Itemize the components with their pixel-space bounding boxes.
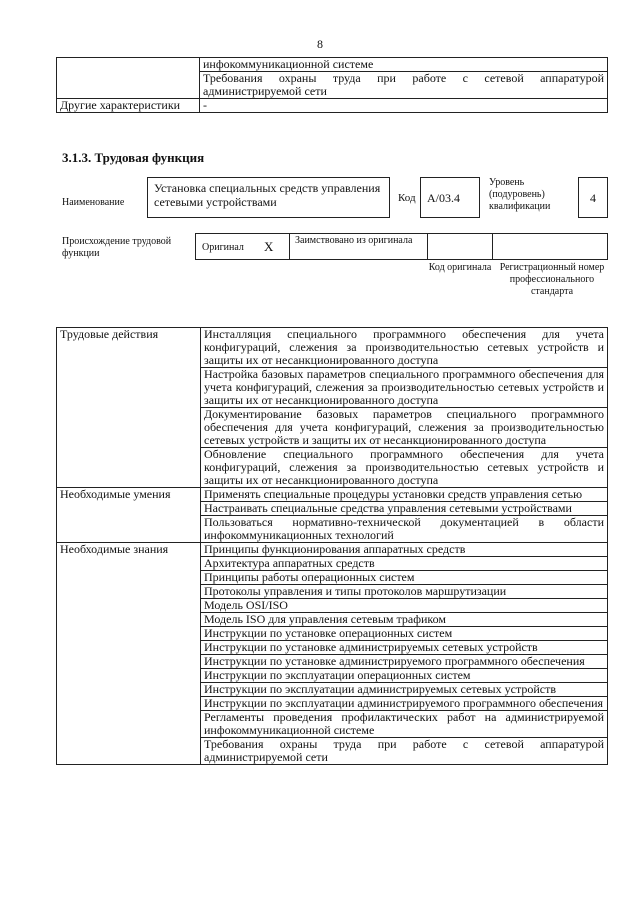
item-cell: Регламенты проведения профилактических работ на администрируемой инфокоммуникационной системе [201, 711, 608, 738]
item-cell: Протоколы управления и типы протоколов маршрутизации [201, 585, 608, 599]
page-number: 8 [317, 37, 323, 51]
level-value: 4 [578, 177, 608, 218]
section-title: 3.1.3. Трудовая функция [62, 150, 205, 165]
code-label: Код [398, 192, 416, 204]
item-cell: Архитектура аппаратных средств [201, 557, 608, 571]
section-label-cell [57, 58, 200, 99]
reg-number-cell [492, 233, 608, 260]
borrowed-cell [289, 233, 428, 260]
table-row [57, 543, 608, 557]
main-table [56, 327, 608, 765]
item-cell: Применять специальные процедуры установки средств управления сетью [201, 488, 608, 502]
item-cell: Инструкции по установке администрируемого программного обеспечения [201, 655, 608, 669]
origin-label: Происхождение трудовой функции [62, 236, 172, 259]
item-cell: Инсталляция специального программного обеспечения для учета конфигураций, слежения за производительностью сетевых устройств и защиты их от несанкционированного доступа [201, 328, 608, 368]
item-cell: Обновление специального программного обеспечения для учета конфигураций, слежения за производительностью сетевых устройств и защиты их от несанкционированного доступа [201, 448, 608, 488]
item-cell: Инструкции по эксплуатации операционных систем [201, 669, 608, 683]
section-label-cell: Необходимые умения [57, 488, 201, 543]
code-original-label: Код оригинала [428, 262, 492, 273]
item-cell: Модель OSI/ISO [201, 599, 608, 613]
table-row [57, 99, 608, 113]
item-cell: Принципы функционирования аппаратных средств [201, 543, 608, 557]
name-value: Установка специальных средств управления сетевыми устройствами [147, 177, 390, 218]
table-row [57, 488, 608, 502]
item-cell: Требования охраны труда при работе с сетевой аппаратурой администрируемой сети [201, 738, 608, 765]
original-cell [195, 233, 290, 260]
item-cell: Инструкции по установке операционных систем [201, 627, 608, 641]
item-cell: Требования охраны труда при работе с сетевой аппаратурой администрируемой сети [200, 72, 608, 99]
item-cell: Модель ISO для управления сетевым трафиком [201, 613, 608, 627]
item-cell: Пользоваться нормативно-технической документацией в области инфокоммуникационных технологий [201, 516, 608, 543]
item-cell: Принципы работы операционных систем [201, 571, 608, 585]
original-label: Оригинал [202, 242, 244, 253]
section-label-cell: Трудовые действия [57, 328, 201, 488]
original-mark: X [264, 239, 274, 254]
borrowed-label: Заимствовано из оригинала [295, 235, 413, 246]
item-cell: Настройка базовых параметров специального программного обеспечения для учета конфигураций, слежения за производительностью сетевых устройств и защиты их от несанкционированного доступа [201, 368, 608, 408]
top-table [56, 57, 608, 113]
table-row [57, 328, 608, 368]
item-cell: Инструкции по эксплуатации администрируемых сетевых устройств [201, 683, 608, 697]
item-cell: Настраивать специальные средства управления сетевыми устройствами [201, 502, 608, 516]
item-cell: - [200, 99, 608, 113]
code-original-cell [427, 233, 493, 260]
name-label: Наименование [62, 197, 125, 208]
reg-number-label: Регистрационный номер профессионального стандарта [499, 262, 605, 297]
item-cell: Документирование базовых параметров специального программного обеспечения для учета конфигураций, слежения за производительностью сетевых устройств и защиты их от несанкционированного доступа [201, 408, 608, 448]
item-cell: инфокоммуникационной системе [200, 58, 608, 72]
section-label-cell: Другие характеристики [57, 99, 200, 113]
code-value: A/03.4 [420, 177, 480, 218]
item-cell: Инструкции по установке администрируемых сетевых устройств [201, 641, 608, 655]
item-cell: Инструкции по эксплуатации администрируемого программного обеспечения [201, 697, 608, 711]
level-label: Уровень (подуровень) квалификации [489, 177, 551, 212]
section-label-cell: Необходимые знания [57, 543, 201, 765]
table-row [57, 58, 608, 72]
